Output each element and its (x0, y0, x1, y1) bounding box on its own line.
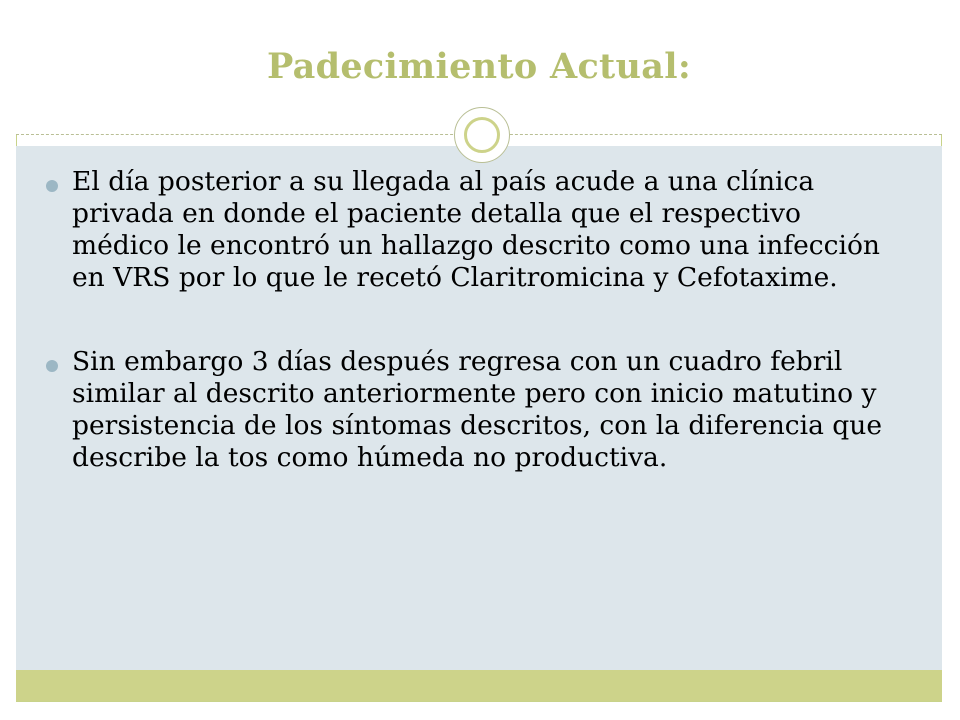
bullet-text: El día posterior a su llegada al país acude a una clínica privada en donde el paciente detalla que el respectivo médico le encontró un hallazgo descrito como una infección en VRS por lo que le recetó Claritromicina y Cefotaxime. (72, 166, 880, 293)
bullet-item (44, 346, 904, 474)
bullet-item (44, 166, 904, 294)
ring-ornament-inner-icon (464, 117, 500, 153)
circle-bullet-icon (46, 180, 58, 192)
slide-title: Padecimiento Actual: (266, 46, 692, 87)
bullet-list (44, 166, 904, 526)
footer-band (16, 670, 942, 701)
bullet-text: Sin embargo 3 días después regresa con un cuadro febril similar al descrito anteriormente pero con inicio matutino y persistencia de los síntomas descritos, con la diferencia que describe la tos como húmeda no productiva. (72, 346, 883, 473)
circle-bullet-icon (46, 360, 58, 372)
